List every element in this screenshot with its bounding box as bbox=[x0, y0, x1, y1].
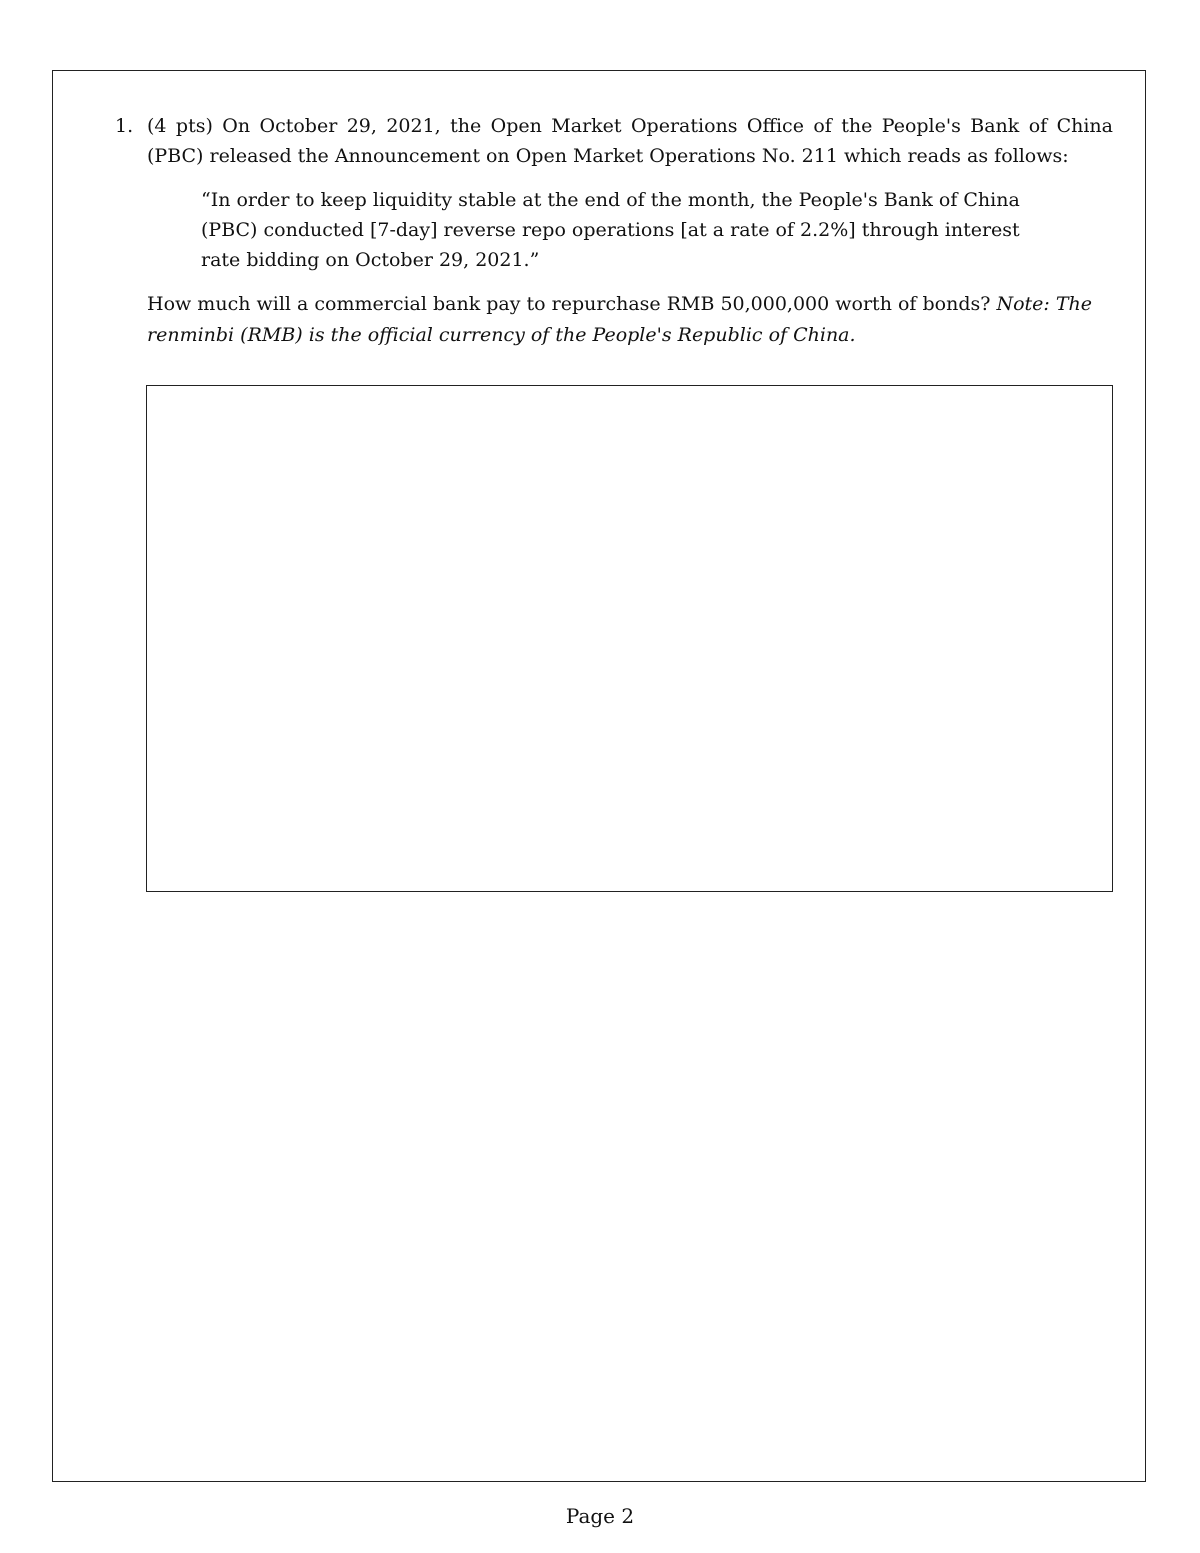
question-number: 1. bbox=[115, 115, 134, 137]
answer-box[interactable] bbox=[146, 385, 1113, 892]
question-note: Note: The renminbi (RMB) is the official currency of the People's Republic of China. bbox=[147, 293, 1093, 346]
question-prompt-text: How much will a commercial bank pay to repurchase RMB 50,000,000 worth of bonds? bbox=[147, 293, 991, 315]
page-frame bbox=[52, 70, 1146, 1482]
question-1 bbox=[115, 111, 1113, 351]
announcement-quote: “In order to keep liquidity stable at the end of the month, the People's Bank of China (PBC) conducted [7-day] reverse repo operations [at a rate of 2.2%] through interest rate bidding on October 29, 2021.” bbox=[201, 189, 1020, 271]
question-body bbox=[147, 111, 1113, 351]
question-prompt bbox=[147, 289, 1113, 351]
page-number: Page 2 bbox=[565, 1504, 635, 1528]
question-intro: (4 pts) On October 29, 2021, the Open Market Operations Office of the People's Bank of China (PBC) released the Announcement on Open Market Operations No. 211 which reads as follows: bbox=[147, 115, 1113, 167]
